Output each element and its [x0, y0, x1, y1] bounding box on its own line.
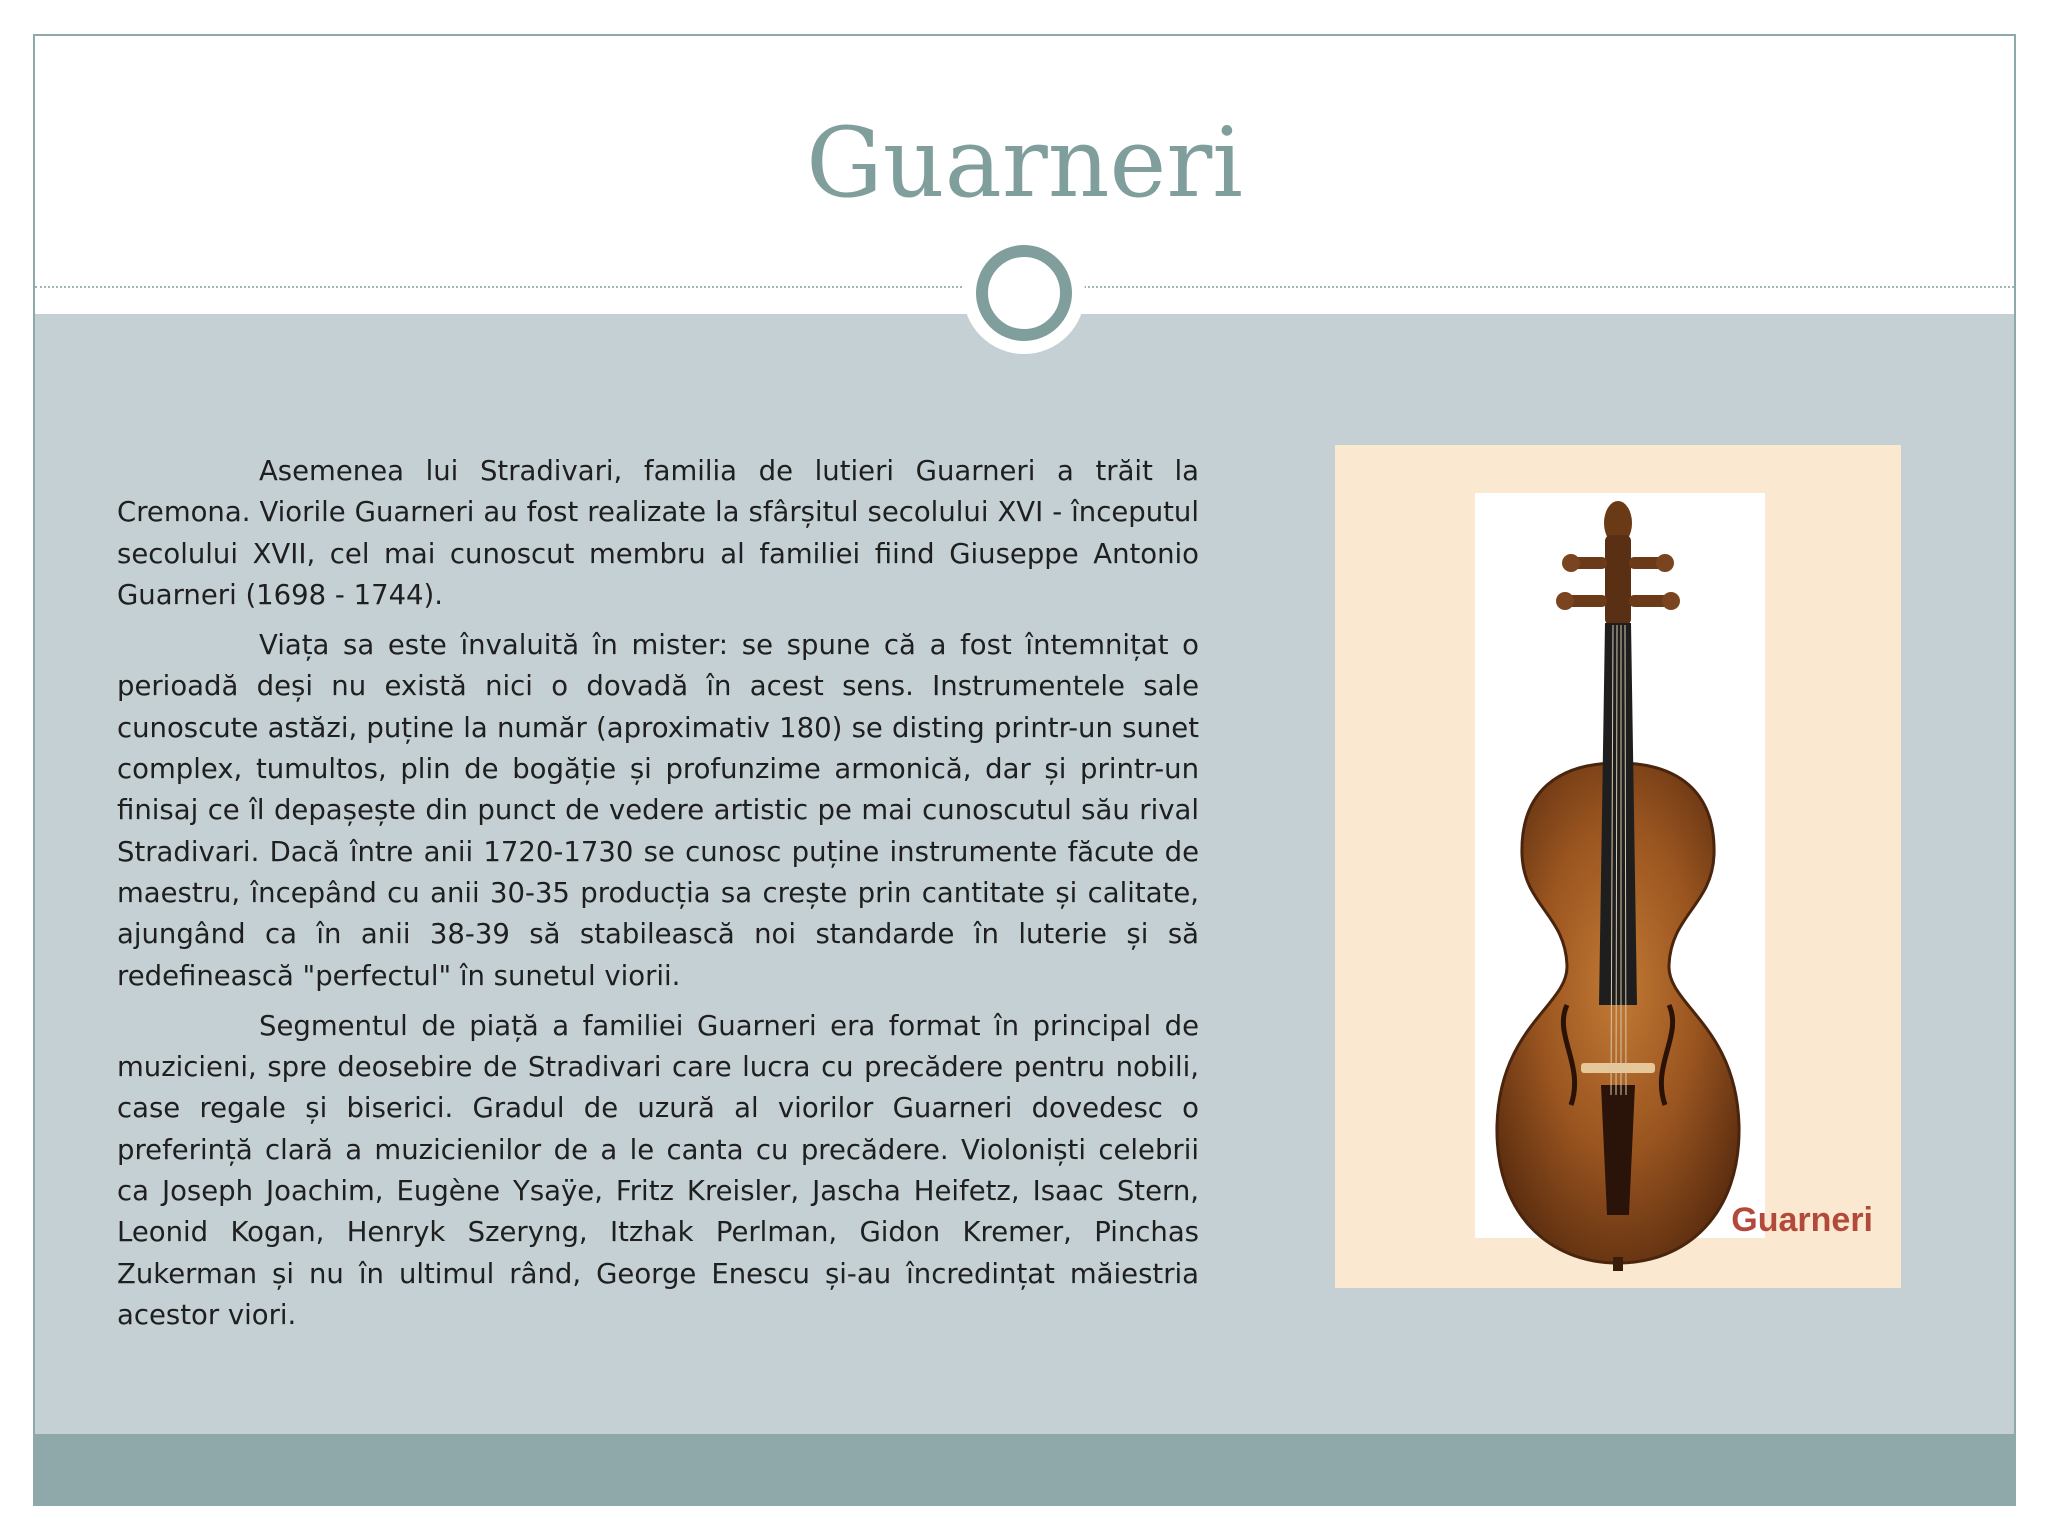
ring-ornament-icon [976, 245, 1072, 341]
violin-icon [1335, 445, 1901, 1288]
paragraph-3: Segmentul de piață a familiei Guarneri era format în principal de muzicieni, spre deosebire de Stradivari care lucra cu precădere pentru nobili, case regale și biserici. Gradul de uzură al viorilor Guarneri dovedesc o preferință clară a muzicienilor de a le canta cu precădere. Violoniști celebrii ca Joseph Joachim, Eugène Ysaÿe, Fritz Kreisler, Jascha Heifetz, Isaac Stern, Leonid Kogan, Henryk Szeryng, Itzhak Perlman, Gidon Kremer, Pinchas Zukerman și nu în ultimul rând, George Enescu și-au încredințat măiestria acestor viori. [117, 1009, 1199, 1331]
slide-title: Guarneri [806, 107, 1243, 219]
body-text [117, 451, 1199, 1345]
paragraph-1: Asemenea lui Stradivari, familia de lutieri Guarneri a trăit la Cremona. Viorile Guarneri au fost realizate la sfârșitul secolului XVI - începutul secolului XVII, cel mai cunoscut membru al familiei fiind Giuseppe Antonio Guarneri (1698 - 1744). [117, 455, 1199, 611]
paragraph-2: Viața sa este învaluită în mister: se spune că a fost întemnițat o perioadă deși nu există nici o dovadă în acest sens. Instrumentele sale cunoscute astăzi, puține la număr (aproximativ 180) se disting printr-un sunet complex, tumultos, plin de bogăție și profunzime armonică, dar și printr-un finisaj ce îl depașește din punct de vedere artistic pe mai cunoscutul său rival Stradivari. Dacă între anii 1720-1730 se cunosc puține instrumente făcute de maestru, începând cu anii 30-35 producția sa crește prin cantitate și calitate, ajungând ca în anii 38-39 să stabilească noi standarde în luterie și să redefinească "perfectul" în sunetul viorii. [117, 629, 1199, 992]
violin-image-label: Guarneri [1731, 1201, 1873, 1239]
slide [33, 34, 2016, 1506]
footer-band [35, 1434, 2014, 1506]
violin-image [1335, 445, 1901, 1288]
